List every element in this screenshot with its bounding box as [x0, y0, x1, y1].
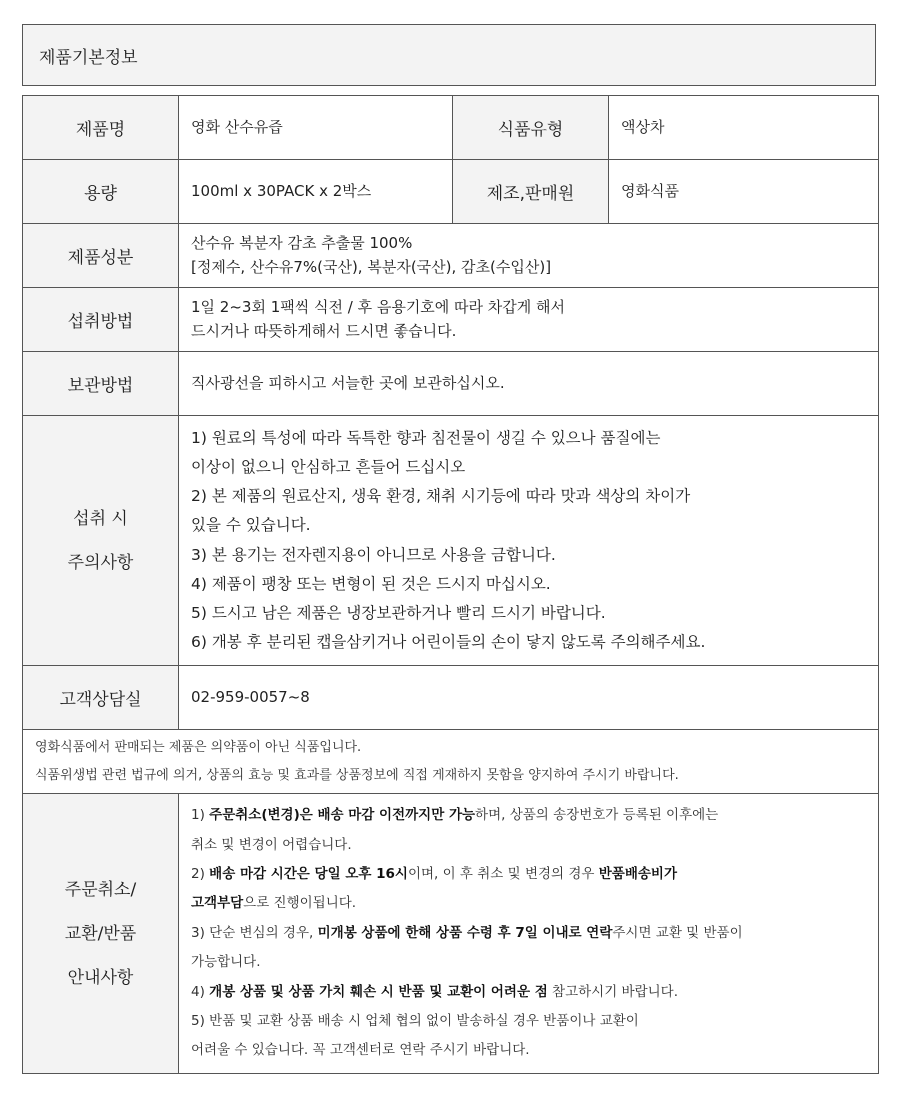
ingredients-line: [정제수, 산수유7%(국산), 복분자(국산), 감초(수입산)] [191, 257, 552, 276]
cancel-label-line: 주문취소/ [64, 879, 137, 900]
cancel-line-1 [191, 801, 866, 830]
caution-line: 4) 제품이 팽창 또는 변형이 된 것은 드시지 마십시오. [191, 574, 551, 593]
label-product-name: 제품명 [23, 96, 179, 160]
notice-text [23, 730, 879, 794]
value-manufacturer: 영화식품 [609, 160, 879, 224]
cancel-text: 주시면 교환 및 반품이 [612, 924, 743, 941]
cancel-bold-text: 고객부담 [191, 895, 244, 912]
value-contact: 02-959-0057~8 [179, 666, 879, 730]
notice-line: 식품위생법 관련 법규에 의거, 상품의 효능 및 효과를 상품정보에 직접 게재하지 못함을 양지하여 주시기 바랍니다. [35, 767, 679, 783]
cancel-bold-text: 미개봉 상품에 한해 상품 수령 후 7일 이내로 연락 [317, 924, 613, 941]
value-volume: 100ml x 30PACK x 2박스 [179, 160, 453, 224]
cancel-line-7 [191, 978, 866, 1007]
caution-line: 6) 개봉 후 분리된 캡을삼키거나 어린이들의 손이 닿지 않도록 주의해주세요. [191, 633, 706, 652]
value-product-name: 영화 산수유즙 [179, 96, 453, 160]
row-storage [23, 352, 879, 416]
label-intake-method: 섭취방법 [23, 288, 179, 352]
value-cancel-policy [179, 794, 879, 1074]
cancel-text: 하며, 상품의 송장번호가 등록된 이후에는 [475, 807, 719, 824]
value-ingredients [179, 224, 879, 288]
caution-line: 2) 본 제품의 원료산지, 생육 환경, 채취 시기등에 따라 맛과 색상의 차이가 [191, 487, 691, 506]
notice-line: 영화식품에서 판매되는 제품은 의약품이 아닌 식품입니다. [35, 739, 362, 755]
label-manufacturer: 제조,판매원 [453, 160, 609, 224]
row-cancel-policy [23, 794, 879, 1074]
cancel-line-6: 가능합니다. [191, 954, 261, 971]
caution-label-line: 주의사항 [67, 552, 134, 573]
cancel-bold-text: 배송 마감 시간은 당일 오후 16시 [209, 865, 408, 882]
ingredients-line: 산수유 복분자 감초 추출물 100% [191, 234, 413, 253]
row-volume [23, 160, 879, 224]
cancel-text: 으로 진행이됩니다. [243, 895, 357, 912]
cancel-text: 3) 단순 변심의 경우, [191, 924, 318, 941]
value-storage: 직사광선을 피하시고 서늘한 곳에 보관하십시오. [179, 352, 879, 416]
intake-line: 드시거나 따뜻하게해서 드시면 좋습니다. [191, 321, 457, 340]
value-food-type: 액상차 [609, 96, 879, 160]
cancel-label-line: 안내사항 [67, 967, 134, 988]
row-caution [23, 416, 879, 666]
section-title: 제품기본정보 [39, 47, 138, 68]
label-ingredients: 제품성분 [23, 224, 179, 288]
cancel-line-3 [191, 860, 866, 889]
label-volume: 용량 [23, 160, 179, 224]
row-ingredients [23, 224, 879, 288]
row-notice [23, 730, 879, 794]
cancel-line-2: 취소 및 변경이 어렵습니다. [191, 836, 352, 853]
row-product-name [23, 96, 879, 160]
caution-label-line: 섭취 시 [73, 508, 128, 529]
row-intake-method [23, 288, 879, 352]
cancel-text: 2) [191, 865, 210, 882]
value-caution [179, 416, 879, 666]
label-caution [23, 416, 179, 666]
value-intake-method [179, 288, 879, 352]
intake-line: 1일 2~3회 1팩씩 식전 / 후 음용기호에 따라 차갑게 해서 [191, 298, 566, 317]
caution-line: 이상이 없으니 안심하고 흔들어 드십시오 [191, 457, 466, 476]
cancel-bold-text: 주문취소(변경)은 배송 마감 이전까지만 가능 [209, 807, 476, 824]
section-title-box [22, 24, 876, 86]
cancel-text: 참고하시기 바랍니다. [547, 983, 679, 1000]
cancel-bold-text: 개봉 상품 및 상품 가치 훼손 시 반품 및 교환이 어려운 점 [209, 983, 548, 1000]
caution-line: 5) 드시고 남은 제품은 냉장보관하거나 빨리 드시기 바랍니다. [191, 603, 606, 622]
cancel-text: 이며, 이 후 취소 및 변경의 경우 [407, 865, 599, 882]
cancel-line-9: 어려울 수 있습니다. 꼭 고객센터로 연락 주시기 바랍니다. [191, 1042, 530, 1059]
cancel-label-line: 교환/반품 [64, 923, 137, 944]
cancel-bold-text: 반품배송비가 [598, 865, 678, 882]
label-food-type: 식품유형 [453, 96, 609, 160]
cancel-text: 4) [191, 983, 210, 1000]
product-info-table [22, 95, 879, 1074]
caution-line: 3) 본 용기는 전자렌지용이 아니므로 사용을 금합니다. [191, 545, 556, 564]
cancel-line-8: 5) 반품 및 교환 상품 배송 시 업체 협의 없이 발송하실 경우 반품이나 교환이 [191, 1013, 639, 1030]
caution-line: 있을 수 있습니다. [191, 516, 311, 535]
caution-line: 1) 원료의 특성에 따라 독특한 향과 침전물이 생길 수 있으나 품질에는 [191, 428, 661, 447]
label-contact: 고객상담실 [23, 666, 179, 730]
cancel-text: 1) [191, 807, 210, 824]
cancel-line-4 [191, 889, 866, 918]
row-contact [23, 666, 879, 730]
label-storage: 보관방법 [23, 352, 179, 416]
cancel-line-5 [191, 919, 866, 948]
label-cancel-policy [23, 794, 179, 1074]
